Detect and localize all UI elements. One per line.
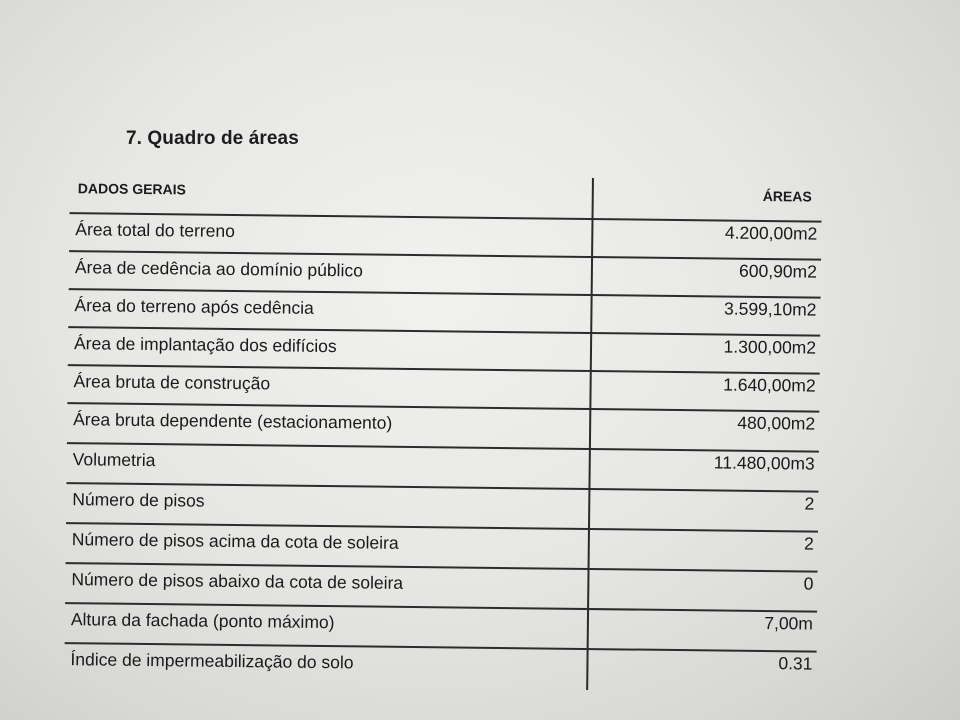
row-value: 11.480,00m3 [713,452,815,474]
row-label: Área do terreno após cedência [74,295,314,318]
row-label: Área de implantação dos edifícios [73,333,337,357]
row-label: Número de pisos acima da cota de soleira [71,529,399,553]
row-value: 2 [803,533,814,554]
row-value: 2 [804,493,815,514]
areas-table [54,172,840,701]
table-row [64,642,816,691]
row-value: 7,00m [764,613,814,634]
row-value: 4.200,00m2 [724,222,818,244]
row-label: Número de pisos abaixo da cota de soleira [71,569,404,593]
row-label: Índice de impermeabilização do solo [70,649,354,673]
row-value: 1.300,00m2 [723,336,817,358]
section-title: 7. Quadro de áreas [126,128,299,149]
row-value: 3.599,10m2 [723,298,817,320]
row-label: Área de cedência ao domínio público [74,257,364,281]
row-label: Área bruta dependente (estacionamento) [73,409,393,433]
row-value: 0 [803,573,814,594]
row-label: Volumetria [72,449,156,471]
row-value: 0.31 [778,653,813,674]
row-label: Área bruta de construção [73,371,271,394]
header-dados-gerais: DADOS GERAIS [77,180,187,198]
row-value: 480,00m2 [737,412,816,434]
row-label: Altura da fachada (ponto máximo) [70,609,335,633]
row-value: 1.640,00m2 [723,374,816,396]
row-label: Área total do terreno [75,219,236,241]
header-areas: ÁREAS [762,187,812,205]
row-label: Número de pisos [72,489,205,511]
row-value: 600,90m2 [738,260,818,282]
